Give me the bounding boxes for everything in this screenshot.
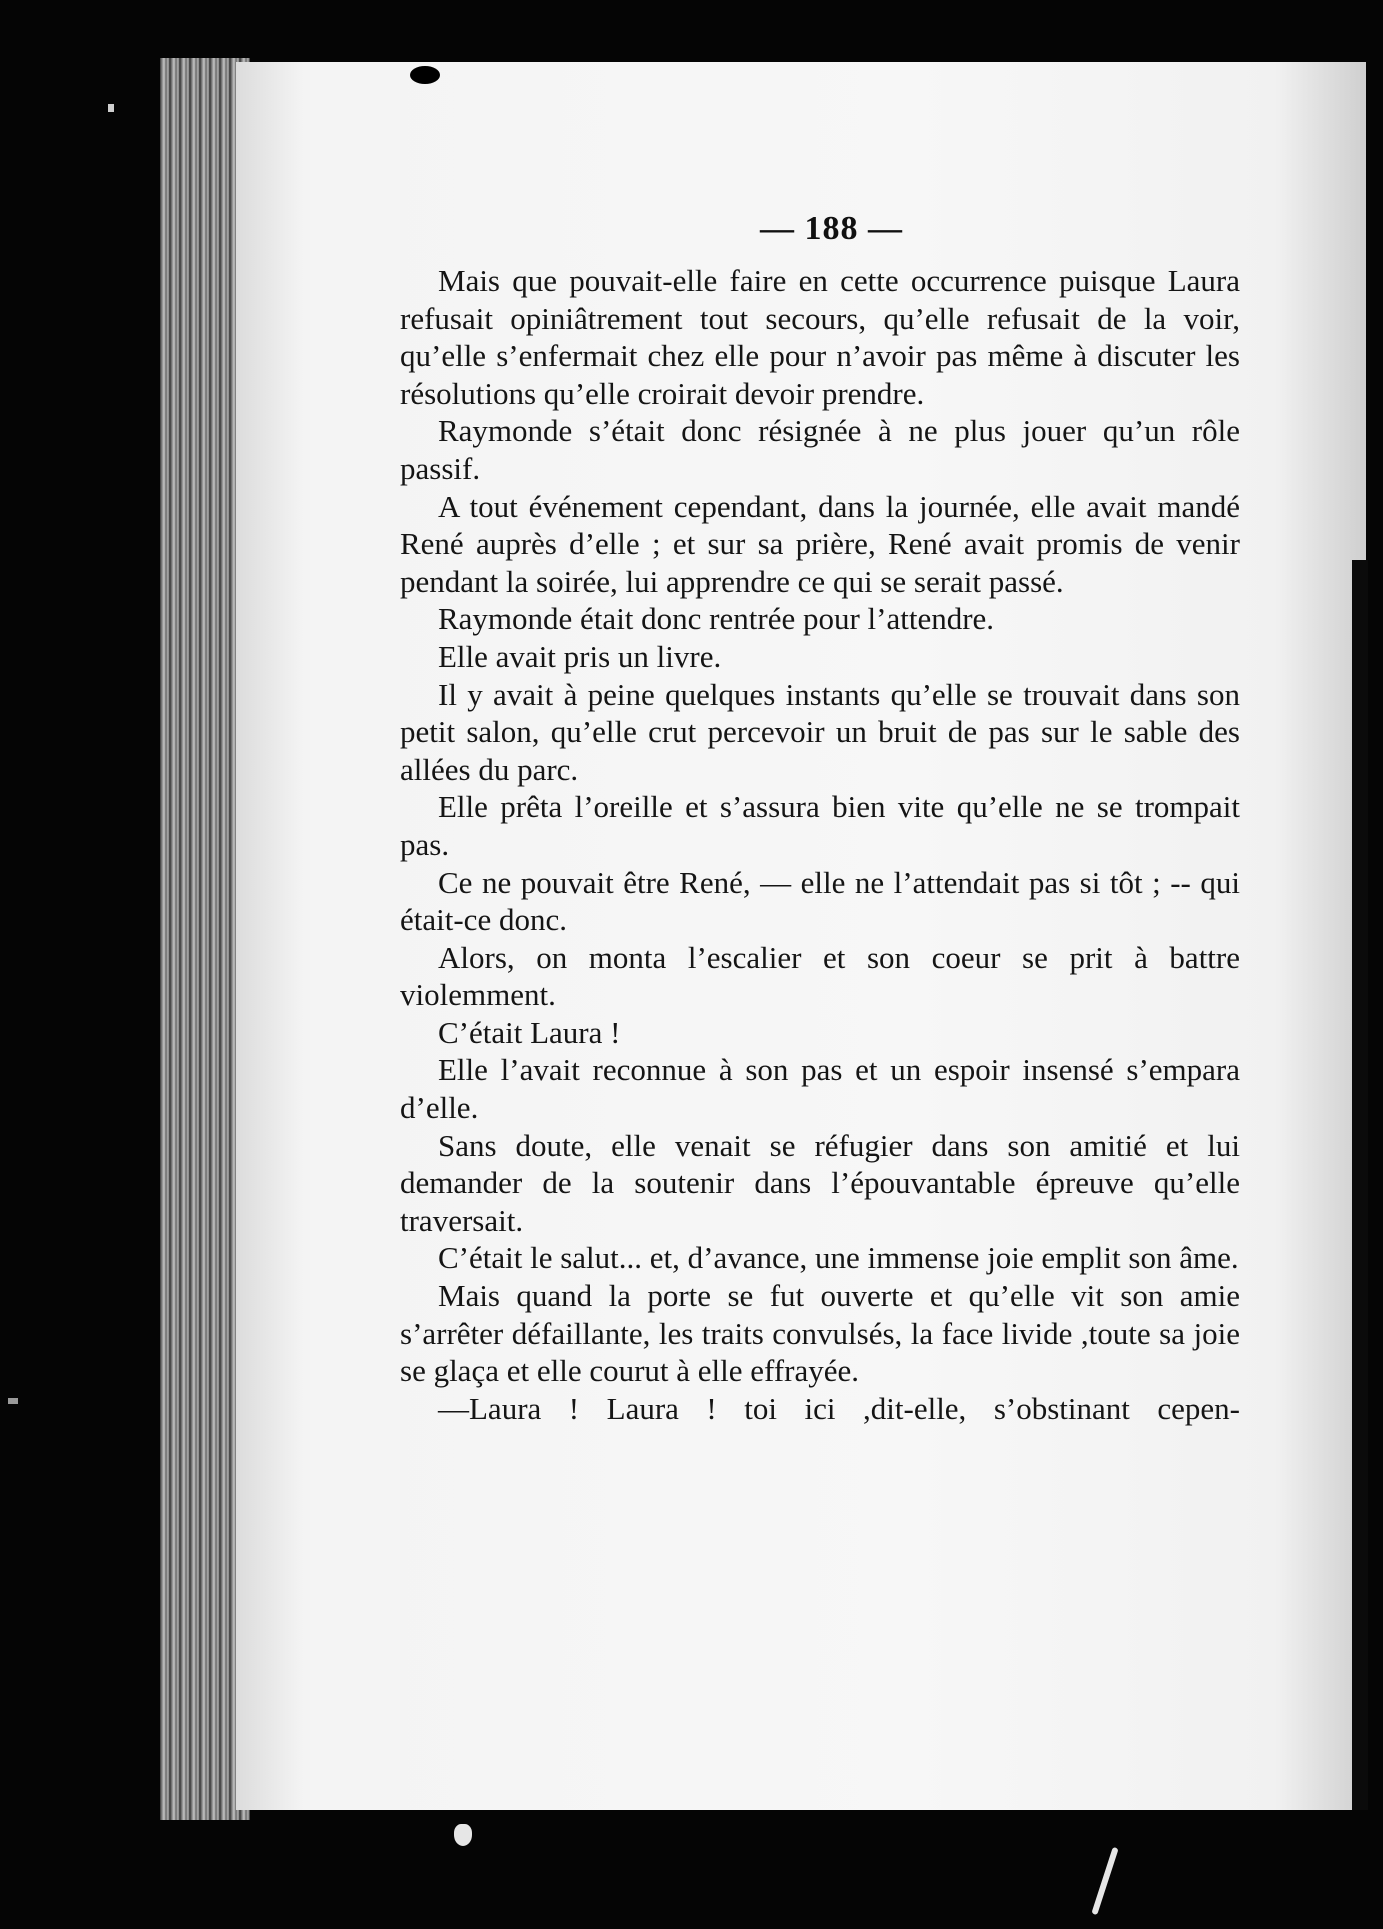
paragraph: Mais que pouvait-elle faire en cette occurrence puisque Laura refusait opiniâtrement tout secours, qu’elle refusait de la voir, qu’elle s’enfermait chez elle pour n’avoir pas même à discuter les résolutions qu’elle croirait devoir prendre. (400, 263, 1240, 411)
paragraph: Alors, on monta l’escalier et son coeur se prit à battre violemment. (400, 939, 1240, 1013)
paragraph: Elle prêta l’oreille et s’assura bien vite qu’elle ne se trompait pas. (400, 789, 1240, 862)
paragraph: Elle avait pris un livre. (438, 638, 722, 674)
paragraph: A tout événement cependant, dans la journée, elle avait mandé René auprès d’elle ; et sur sa prière, René avait promis de venir pendant la soirée, lui apprendre ce qui se serait passé. (400, 488, 1240, 599)
paragraph: Mais quand la porte se fut ouverte et qu’elle vit son amie s’arrêter défaillante, les traits convulsés, la face livide ,toute sa joie se glaça et elle courut à elle effrayée. (400, 1278, 1240, 1389)
page-edge-shadow (1352, 560, 1368, 1810)
paragraph: —Laura ! Laura ! toi ici ,dit-elle, s’obstinant cepen- (438, 1390, 1240, 1426)
paragraph: Il y avait à peine quelques instants qu’elle se trouvait dans son petit salon, qu’elle crut percevoir un bruit de pas sur le sable des allées du parc. (400, 676, 1240, 787)
scan-dust-mark (8, 1398, 18, 1404)
scan-dust-mark (108, 104, 114, 112)
paragraph: Raymonde s’était donc résignée à ne plus jouer qu’un rôle passif. (400, 413, 1240, 486)
page-number: — 188 — (760, 210, 903, 247)
scan-speck-mark (454, 1824, 472, 1846)
body-text (400, 262, 1240, 1427)
scan-blot-mark (410, 66, 440, 84)
scan-stroke-mark (1091, 1847, 1118, 1915)
paragraph: Raymonde était donc rentrée pour l’attendre. (438, 601, 995, 637)
paragraph: Ce ne pouvait être René, — elle ne l’attendait pas si tôt ; -- qui était-ce donc. (400, 864, 1240, 938)
paragraph: Elle l’avait reconnue à son pas et un espoir insensé s’empara d’elle. (400, 1052, 1240, 1126)
paragraph: C’était le salut... et, d’avance, une immense joie emplit son âme. (438, 1240, 1239, 1276)
paragraph: C’était Laura ! (438, 1014, 621, 1050)
paragraph: Sans doute, elle venait se réfugier dans son amitié et lui demander de la soutenir dans l’épouvantable épreuve qu’elle traversait. (400, 1127, 1240, 1238)
